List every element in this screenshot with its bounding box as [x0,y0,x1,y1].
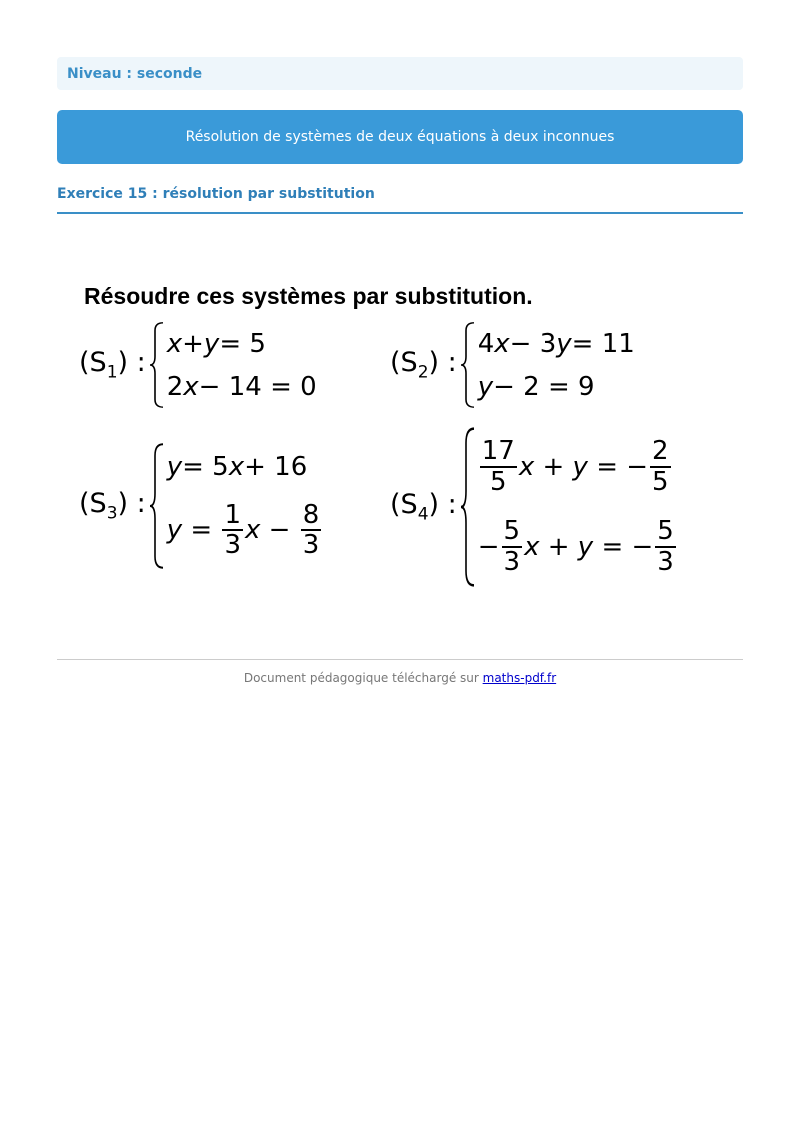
title-banner [57,110,743,164]
brace-icon [149,443,165,569]
system-label: $(S_1)$ : [79,347,146,383]
system-label: $(S_3)$ : [79,488,146,524]
brace-icon [460,427,476,587]
exercise-title-text: Exercice 15 : résolution par substitution [57,186,375,202]
footer [57,671,743,685]
level-text: Niveau : seconde [67,65,203,82]
fraction: $\frac{8}{3}$ [302,499,320,561]
system-label: $(S_2)$ : [390,347,457,383]
system-s3 [79,443,323,569]
system-s4 [390,427,678,587]
equation-1: $\frac{17}{5}$ x + y = − $\frac{2}{5}$ [481,436,669,497]
equation-2: 2 x − 14 = 0 [166,371,317,402]
system-label: $(S_4)$ : [390,489,457,525]
fraction: $\frac{1}{3}$ [224,499,241,561]
fraction: $\frac{5}{3}$ [657,516,674,577]
fraction: $\frac{17}{5}$ [481,436,515,497]
footer-divider [57,659,743,660]
exercise-content [57,215,743,660]
footer-text: Document pédagogique téléchargé sur [243,671,483,685]
equation-1: x + y = 5 [166,328,266,359]
equation-1: y = 5 x + 16 [166,452,308,483]
fraction: $\frac{5}{3}$ [503,516,521,577]
fraction: $\frac{2}{5}$ [652,436,669,497]
instruction: Résoudre ces systèmes par substitution. [84,283,533,309]
equation-1: 4 x − 3 y = 11 [477,328,635,359]
brace-icon [460,322,476,408]
exercise-title [57,186,743,214]
system-s1 [79,322,317,408]
equation-2: y − 2 = 9 [477,371,595,402]
banner-title: Résolution de systèmes de deux équations à deux inconnues [185,129,615,145]
system-s2 [390,322,635,408]
brace-icon [149,322,165,408]
level-label [57,57,743,90]
equation-2: y = $\frac{1}{3}$ x − $\frac{8}{3}$ [166,499,320,561]
equation-2: − $\frac{5}{3}$ x + y = − $\frac{5}{3}$ [477,516,674,577]
footer-link[interactable]: maths-pdf.fr [482,671,557,685]
